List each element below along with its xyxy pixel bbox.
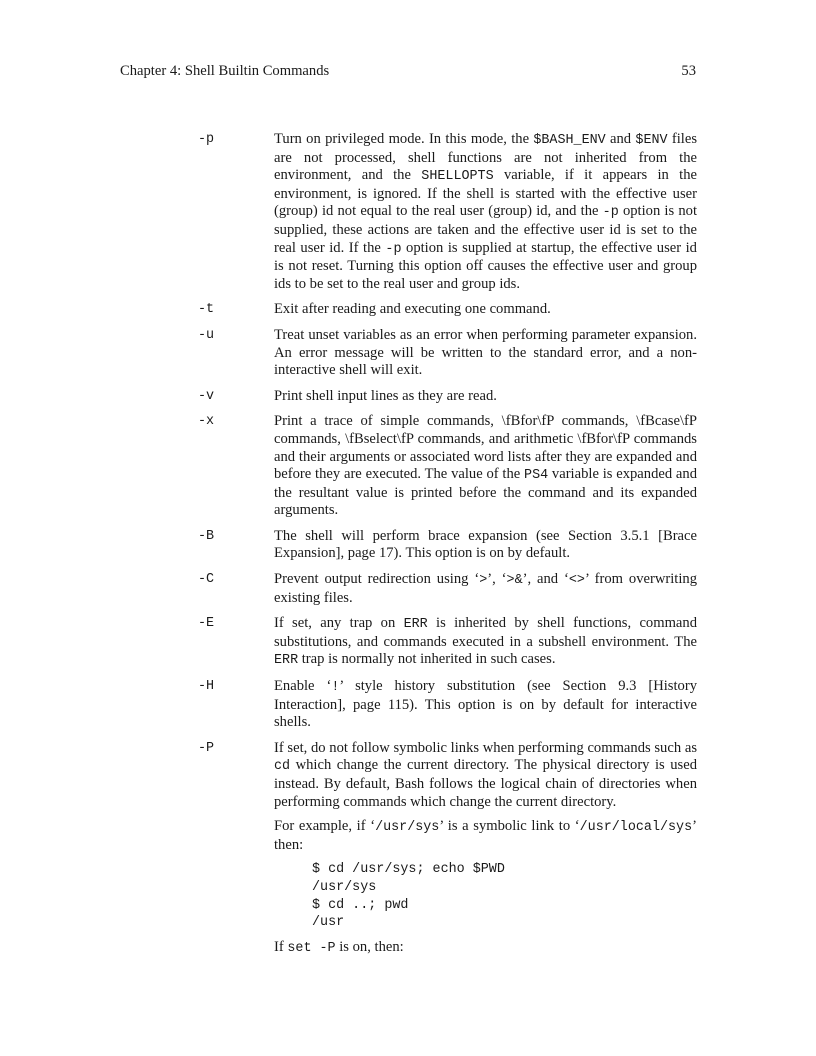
option-flag: -p	[198, 132, 215, 147]
inline-code: !	[331, 680, 340, 696]
option-description	[274, 571, 697, 607]
option-description	[274, 528, 697, 563]
inline-code: set -P	[287, 940, 336, 956]
text-run: is inherited by shell functions, command substitutions, and commands executed in a subshell environment. The	[274, 615, 697, 650]
example-paragraph	[274, 818, 697, 854]
text-run: ’ from overwriting existing files.	[274, 571, 697, 606]
inline-code: -p	[385, 241, 402, 257]
inline-code: -p	[602, 205, 619, 221]
inline-code: /usr/local/sys	[579, 820, 693, 836]
code-line: $ cd /usr/sys; echo $PWD	[312, 862, 505, 878]
text-run: If set, any trap on	[274, 615, 404, 632]
option-flag: -u	[198, 327, 215, 343]
inline-code: /usr/sys	[375, 820, 440, 836]
code-line: /usr/sys	[312, 879, 377, 895]
option-description	[274, 413, 697, 520]
option-entry	[0, 301, 816, 319]
option-entry	[0, 388, 816, 406]
text-run: files are not processed, shell functions are not inherited from the environment, and the	[274, 131, 698, 184]
text-run: variable, if it appears in the environment, is ignored. If the shell is started with the effective user (group) id not equal to the real user (group) id, and the	[274, 167, 697, 220]
text-run: Prevent output redirection using ‘	[274, 571, 480, 588]
option-entry	[0, 615, 816, 670]
option-flag: -x	[198, 414, 215, 430]
inline-code: $BASH_ENV	[533, 133, 606, 148]
inline-code: $ENV	[635, 133, 668, 148]
option-list	[0, 131, 816, 965]
text-run: ’ then:	[274, 818, 697, 853]
description-paragraph	[274, 131, 697, 293]
option-entry	[0, 327, 816, 380]
text-run: Turn on privileged mode. In this mode, the	[274, 131, 534, 147]
text-run: ’ is a symbolic link to ‘	[439, 818, 580, 835]
inline-code: PS4	[524, 468, 549, 484]
inline-code: >&	[506, 573, 523, 589]
option-flag: -P	[198, 740, 215, 756]
text-run: trap is normally not inherited in such cases.	[298, 651, 556, 668]
inline-code: SHELLOPTS	[421, 169, 494, 185]
option-entry	[0, 740, 816, 958]
text-run: Print a trace of simple commands, \fBfor\fP commands, \fBcase\fP commands, \fBselect\fP commands, and arithmetic \fBfor\fP commands and their arguments or associated word lists after they are expanded and before they are executed. The value of the	[274, 413, 697, 483]
inline-code: <>	[568, 573, 585, 589]
text-run: Print shell input lines as they are read.	[274, 387, 497, 404]
text-run: variable is expanded and the resultant value is printed before the command and its expanded arguments.	[274, 466, 698, 519]
text-run: Treat unset variables as an error when performing parameter expansion. An error message will be written to the standard error, and a non-interactive shell will exit.	[274, 326, 697, 379]
text-run: option is supplied at startup, the effective user id is not reset. Turning this option off causes the effective user and group ids to be set to the real user and group ids.	[274, 239, 697, 292]
option-entry	[0, 528, 816, 563]
page-number: 53	[681, 63, 696, 79]
text-run: ’, and ‘	[522, 571, 569, 588]
option-flag: -H	[198, 679, 215, 695]
text-run: ’, ‘	[487, 571, 507, 588]
description-paragraph	[274, 327, 697, 380]
description-paragraph	[274, 301, 697, 319]
option-flag: -E	[198, 616, 215, 632]
description-paragraph	[274, 388, 697, 406]
description-paragraph	[274, 740, 697, 811]
text-run: is on, then:	[335, 938, 404, 955]
description-paragraph	[274, 413, 697, 520]
option-description	[274, 615, 697, 670]
option-flag: -C	[198, 572, 215, 588]
inline-code: cd	[274, 759, 291, 775]
description-paragraph	[274, 615, 697, 670]
text-run: ’ style history substitution (see Section 9.3 [History Interaction], page 115). This option is on by default for interactive shells.	[274, 678, 697, 731]
text-run: For example, if ‘	[274, 818, 376, 835]
option-flag: -B	[198, 528, 215, 544]
description-paragraph	[274, 571, 697, 607]
code-line: $ cd ..; pwd	[312, 897, 409, 913]
option-entry	[0, 678, 816, 732]
option-description	[274, 740, 697, 958]
option-entry	[0, 571, 816, 607]
trailing-paragraph	[274, 939, 697, 958]
option-description	[274, 388, 697, 406]
option-description	[274, 327, 697, 380]
option-description	[274, 131, 697, 293]
description-paragraph	[274, 528, 697, 563]
text-run: The shell will perform brace expansion (see Section 3.5.1 [Brace Expansion], page 17). This option is on by default.	[274, 527, 697, 562]
text-run: which change the current directory. The physical directory is used instead. By default, Bash follows the logical chain of directories when performing commands which change the current directory.	[274, 757, 697, 810]
code-line: /usr	[312, 915, 345, 931]
inline-code: ERR	[403, 617, 428, 633]
code-example	[312, 861, 697, 931]
option-description	[274, 301, 697, 319]
description-paragraph	[274, 678, 697, 732]
option-flag: -t	[198, 302, 215, 318]
inline-code: ERR	[274, 653, 299, 669]
text-run: Enable ‘	[274, 678, 332, 695]
option-entry	[0, 413, 816, 520]
text-run: If	[274, 938, 288, 955]
option-description	[274, 678, 697, 732]
option-entry	[0, 131, 816, 293]
text-run: If set, do not follow symbolic links when performing commands such as	[274, 739, 697, 756]
text-run: option is not supplied, these actions are taken and the effective user id is set to the real user id. If the	[274, 203, 697, 256]
inline-code: >	[479, 573, 488, 589]
text-run: Exit after reading and executing one command.	[274, 301, 551, 318]
text-run: and	[605, 131, 636, 147]
running-header-chapter: Chapter 4: Shell Builtin Commands	[120, 63, 330, 79]
option-flag: -v	[198, 388, 215, 404]
